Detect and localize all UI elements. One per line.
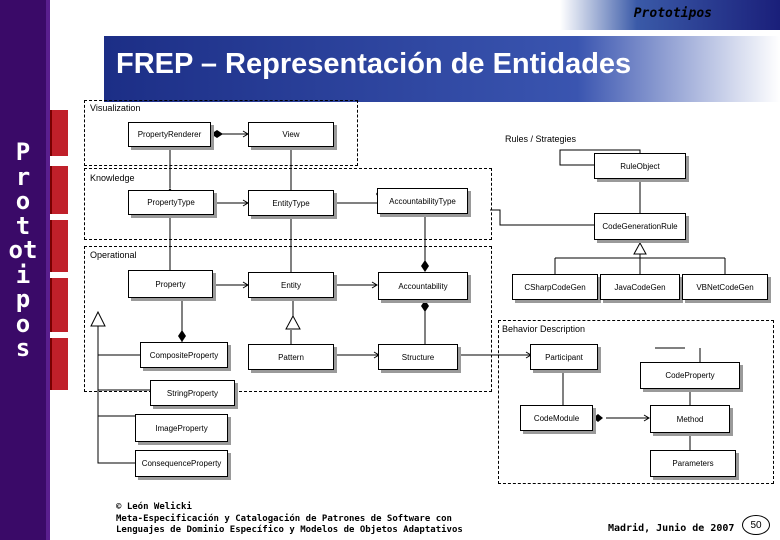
knowledge-group-label: Knowledge bbox=[90, 173, 135, 183]
accountability-type-box: AccountabilityType bbox=[377, 188, 468, 214]
side-title-letter: t bbox=[15, 211, 31, 240]
entity-box: Entity bbox=[248, 272, 334, 298]
code-module-box: CodeModule bbox=[520, 405, 593, 431]
vbnet-code-gen-box: VBNetCodeGen bbox=[682, 274, 768, 300]
view-box: View bbox=[248, 122, 334, 147]
visualization-group-label: Visualization bbox=[90, 103, 141, 113]
rules-strategies-label: Rules / Strategies bbox=[505, 134, 577, 144]
behavior-description-label: Behavior Description bbox=[502, 324, 586, 334]
participant-box: Participant bbox=[530, 344, 598, 370]
accountability-box: Accountability bbox=[378, 272, 468, 300]
footer-author: © León Welicki bbox=[116, 502, 192, 512]
image-property-box: ImageProperty bbox=[135, 414, 228, 442]
method-box: Method bbox=[650, 405, 730, 433]
rule-object-box: RuleObject bbox=[594, 153, 686, 179]
java-code-gen-box: JavaCodeGen bbox=[600, 274, 680, 300]
side-title-letter: r bbox=[15, 162, 31, 191]
composite-property-box: CompositeProperty bbox=[140, 342, 228, 368]
section-label: Prototipos bbox=[633, 6, 712, 21]
entity-type-box: EntityType bbox=[248, 190, 334, 216]
code-generation-rule-box: CodeGenerationRule bbox=[594, 213, 686, 240]
property-renderer-box: PropertyRenderer bbox=[128, 122, 211, 147]
side-title-letter: ot bbox=[8, 236, 38, 264]
pattern-box: Pattern bbox=[248, 344, 334, 370]
footer-date: Madrid, Junio de 2007 bbox=[608, 523, 735, 534]
side-title-letter: o bbox=[15, 187, 31, 215]
page-number: 50 bbox=[742, 515, 770, 535]
footer-line-2: Lenguajes de Dominio Específico y Modelos de Objetos Adaptativos bbox=[116, 525, 463, 535]
side-title-letter: P bbox=[15, 138, 31, 166]
string-property-box: StringProperty bbox=[150, 380, 235, 406]
code-property-box: CodeProperty bbox=[640, 362, 740, 389]
footer-line-1: Meta-Especificación y Catalogación de Patrones de Software con bbox=[116, 513, 452, 524]
csharp-code-gen-box: CSharpCodeGen bbox=[512, 274, 598, 300]
property-box: Property bbox=[128, 270, 213, 298]
side-title-letter: s bbox=[15, 334, 31, 362]
footer-credits bbox=[116, 502, 463, 537]
consequence-property-box: ConsequenceProperty bbox=[135, 450, 228, 477]
side-title-letter: p bbox=[15, 285, 31, 313]
side-title-letter: o bbox=[15, 309, 31, 338]
slide-title: FREP – Representación de Entidades bbox=[116, 48, 632, 80]
parameters-box: Parameters bbox=[650, 450, 736, 477]
structure-box: Structure bbox=[378, 344, 458, 370]
side-title-letter: i bbox=[15, 260, 31, 289]
property-type-box: PropertyType bbox=[128, 190, 214, 215]
operational-group-label: Operational bbox=[90, 250, 137, 260]
